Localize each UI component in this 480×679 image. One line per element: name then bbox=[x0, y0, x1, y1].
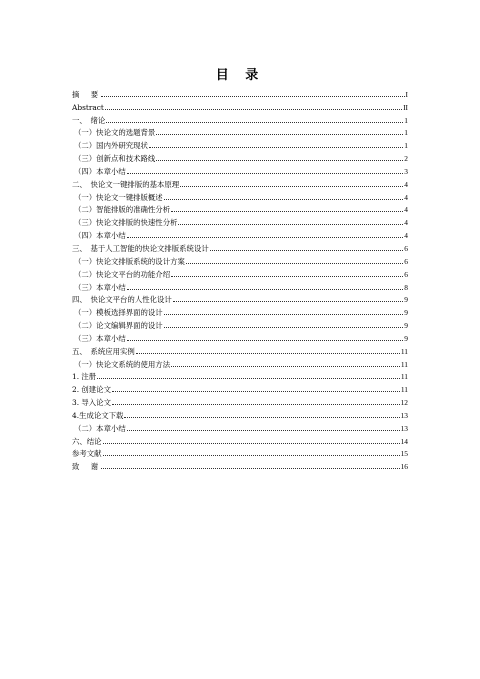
toc-entry[interactable] bbox=[72, 381, 408, 394]
toc-entry-page: 4 bbox=[404, 231, 408, 241]
toc-entry-page: 12 bbox=[400, 398, 408, 408]
toc-leader-dots bbox=[103, 455, 400, 456]
toc-entry-label: （二）本章小结 bbox=[74, 423, 126, 433]
toc-entry-page: 3 bbox=[404, 166, 408, 176]
toc-entry[interactable] bbox=[72, 214, 408, 227]
toc-entry[interactable] bbox=[72, 227, 408, 240]
toc-entry-page: 1 bbox=[404, 128, 408, 138]
toc-entry-label: 四、 快论文平台的人性化设计 bbox=[72, 295, 172, 305]
toc-entry-label: 2. 创建论文 bbox=[72, 385, 111, 395]
toc-entry-page: 9 bbox=[404, 308, 408, 318]
toc-entry-label: （三）创新点和技术路线 bbox=[74, 154, 156, 164]
toc-leader-dots bbox=[105, 109, 402, 110]
toc-entry-label: （一）快论文排版系统的设计方案 bbox=[74, 256, 185, 266]
toc-entry[interactable] bbox=[72, 304, 408, 317]
toc-entry[interactable] bbox=[72, 317, 408, 330]
toc-entry-label: 一、 绪论 bbox=[72, 115, 106, 125]
toc-entry-label: 二、 快论文一键排版的基本原理 bbox=[72, 179, 180, 189]
toc-entry-page: 4 bbox=[404, 192, 408, 202]
toc-leader-dots bbox=[101, 96, 404, 97]
toc-entry-page: 13 bbox=[400, 423, 408, 433]
toc-entry-label: （三）快论文排版的快速性分析 bbox=[74, 218, 178, 228]
toc-entry-label: （三）本章小结 bbox=[74, 333, 126, 343]
toc-entry-page: 4 bbox=[404, 205, 408, 215]
toc-leader-dots bbox=[149, 147, 403, 148]
table-of-contents bbox=[72, 86, 408, 471]
toc-entry-label: （二）智能排版的准确性分析 bbox=[74, 205, 171, 215]
toc-entry[interactable] bbox=[72, 137, 408, 150]
toc-leader-dots bbox=[97, 378, 400, 379]
toc-entry-page: 14 bbox=[400, 436, 408, 446]
toc-entry[interactable] bbox=[72, 86, 408, 99]
toc-entry-label: 4.生成论文下载 bbox=[72, 410, 124, 420]
toc-title: 目 录 bbox=[215, 68, 265, 83]
toc-entry-label: （三）本章小结 bbox=[74, 282, 126, 292]
toc-entry-page: I bbox=[405, 89, 408, 99]
toc-entry-page: 13 bbox=[400, 410, 408, 420]
toc-entry-page: 11 bbox=[400, 372, 408, 382]
toc-leader-dots bbox=[156, 134, 403, 135]
toc-entry-label: 摘 要 bbox=[72, 89, 101, 99]
toc-entry-page: 8 bbox=[404, 282, 408, 292]
toc-entry[interactable] bbox=[72, 150, 408, 163]
toc-entry-label: 三、 基于人工智能的快论文排版系统设计 bbox=[72, 243, 209, 253]
toc-entry-label: 五、 系统应用实例 bbox=[72, 346, 135, 356]
toc-entry[interactable] bbox=[72, 202, 408, 215]
toc-entry[interactable] bbox=[72, 343, 408, 356]
toc-entry[interactable] bbox=[72, 189, 408, 202]
toc-entry-page: 9 bbox=[404, 321, 408, 331]
toc-entry-page: 11 bbox=[400, 359, 408, 369]
toc-leader-dots bbox=[178, 224, 403, 225]
toc-entry[interactable] bbox=[72, 458, 408, 471]
toc-leader-dots bbox=[127, 173, 404, 174]
toc-entry-label: （二）国内外研究现状 bbox=[74, 141, 148, 151]
toc-leader-dots bbox=[127, 430, 400, 431]
toc-leader-dots bbox=[210, 250, 404, 251]
toc-entry[interactable] bbox=[72, 433, 408, 446]
toc-entry[interactable] bbox=[72, 330, 408, 343]
toc-entry[interactable] bbox=[72, 125, 408, 138]
toc-entry-label: （一）快论文一键排版概述 bbox=[74, 192, 163, 202]
toc-leader-dots bbox=[171, 276, 403, 277]
toc-entry[interactable] bbox=[72, 356, 408, 369]
toc-leader-dots bbox=[164, 314, 404, 315]
toc-entry[interactable] bbox=[72, 266, 408, 279]
toc-entry-page: 11 bbox=[400, 346, 408, 356]
toc-leader-dots bbox=[186, 263, 403, 264]
toc-entry[interactable] bbox=[72, 369, 408, 382]
toc-entry-page: II bbox=[403, 102, 408, 112]
toc-leader-dots bbox=[127, 289, 404, 290]
toc-leader-dots bbox=[173, 301, 404, 302]
toc-entry[interactable] bbox=[72, 292, 408, 305]
toc-entry[interactable] bbox=[72, 253, 408, 266]
toc-entry-label: 3. 导入论文 bbox=[72, 398, 111, 408]
toc-entry-page: 4 bbox=[404, 179, 408, 189]
toc-entry[interactable] bbox=[72, 99, 408, 112]
toc-entry-label: （一）模板选择界面的设计 bbox=[74, 308, 163, 318]
toc-entry-page: 6 bbox=[404, 256, 408, 266]
toc-entry-label: 1. 注册 bbox=[72, 372, 97, 382]
toc-entry-page: 2 bbox=[404, 154, 408, 164]
toc-entry-label: （四）本章小结 bbox=[74, 231, 126, 241]
toc-entry[interactable] bbox=[72, 240, 408, 253]
toc-entry[interactable] bbox=[72, 279, 408, 292]
toc-entry-page: 9 bbox=[404, 333, 408, 343]
toc-entry-page: 1 bbox=[404, 115, 408, 125]
toc-leader-dots bbox=[106, 122, 403, 123]
toc-leader-dots bbox=[127, 340, 404, 341]
toc-leader-dots bbox=[112, 404, 400, 405]
toc-leader-dots bbox=[164, 199, 404, 200]
toc-leader-dots bbox=[180, 186, 403, 187]
toc-leader-dots bbox=[171, 366, 400, 367]
toc-leader-dots bbox=[171, 211, 403, 212]
toc-entry-label: 六、结论 bbox=[72, 436, 102, 446]
toc-entry[interactable] bbox=[72, 446, 408, 459]
toc-entry[interactable] bbox=[72, 163, 408, 176]
toc-leader-dots bbox=[164, 327, 404, 328]
toc-entry-page: 15 bbox=[400, 449, 408, 459]
toc-leader-dots bbox=[101, 468, 399, 469]
toc-entry-page: 1 bbox=[404, 141, 408, 151]
toc-entry[interactable] bbox=[72, 394, 408, 407]
toc-leader-dots bbox=[127, 237, 404, 238]
toc-entry-page: 4 bbox=[404, 218, 408, 228]
toc-entry-label: （二）论文编辑界面的设计 bbox=[74, 321, 163, 331]
toc-entry-label: Abstract bbox=[72, 102, 104, 112]
toc-leader-dots bbox=[156, 160, 403, 161]
toc-entry-page: 6 bbox=[404, 243, 408, 253]
toc-entry[interactable] bbox=[72, 407, 408, 420]
toc-entry[interactable] bbox=[72, 420, 408, 433]
toc-leader-dots bbox=[136, 353, 400, 354]
toc-leader-dots bbox=[124, 417, 399, 418]
toc-entry-label: 参考文献 bbox=[72, 449, 102, 459]
toc-leader-dots bbox=[103, 443, 400, 444]
toc-entry-page: 6 bbox=[404, 269, 408, 279]
toc-entry-label: （二）快论文平台的功能介绍 bbox=[74, 269, 171, 279]
toc-entry-page: 9 bbox=[404, 295, 408, 305]
toc-entry-label: （一）快论文系统的使用方法 bbox=[74, 359, 171, 369]
toc-entry-label: （四）本章小结 bbox=[74, 166, 126, 176]
toc-entry-page: 16 bbox=[400, 462, 408, 472]
toc-entry-label: 致 谢 bbox=[72, 462, 101, 472]
toc-entry-label: （一）快论文的选题背景 bbox=[74, 128, 156, 138]
toc-leader-dots bbox=[112, 391, 400, 392]
toc-entry[interactable] bbox=[72, 176, 408, 189]
toc-entry[interactable] bbox=[72, 112, 408, 125]
toc-entry-page: 11 bbox=[400, 385, 408, 395]
